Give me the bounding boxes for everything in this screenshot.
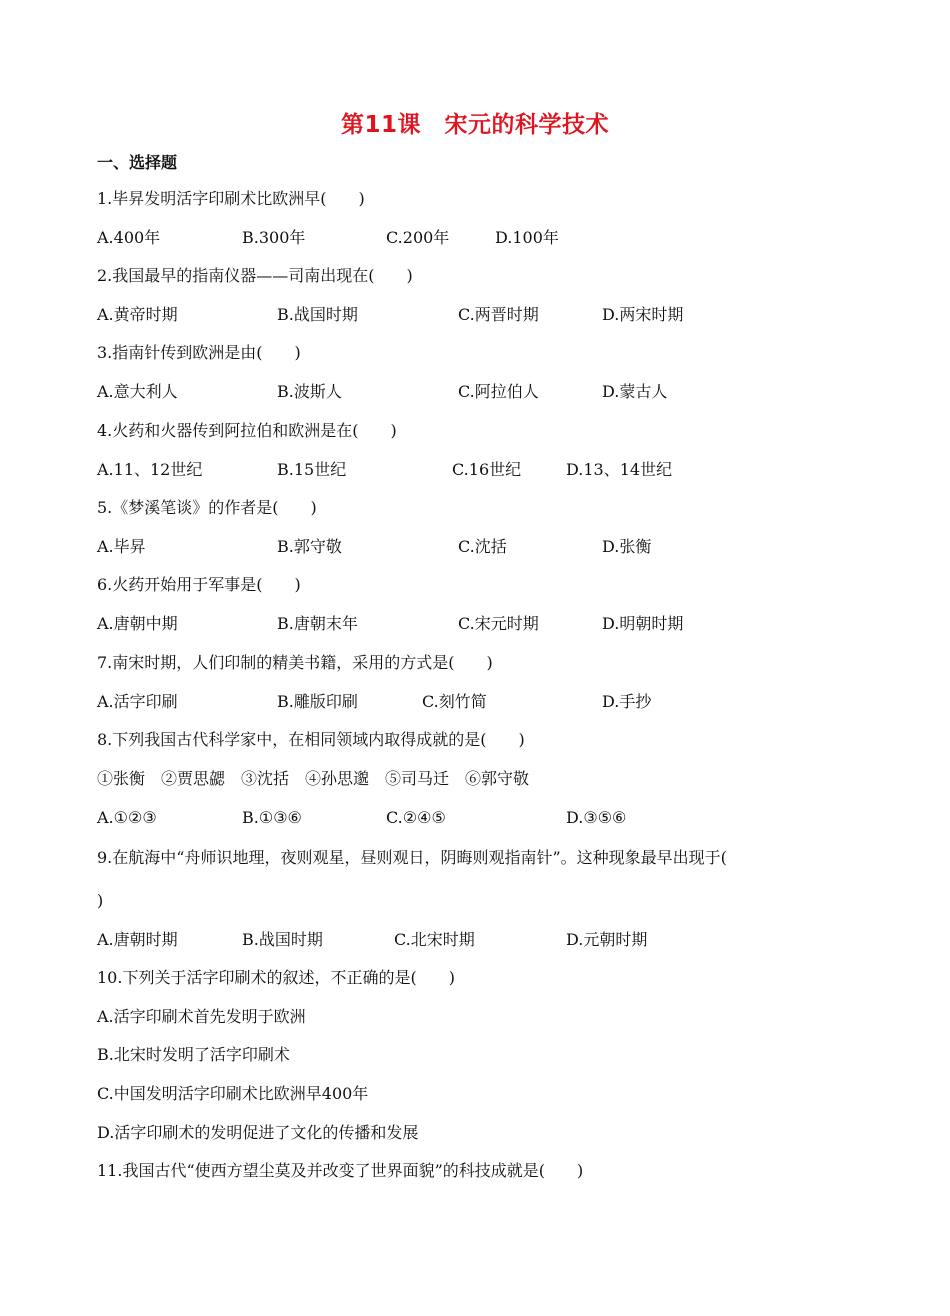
question-2-stem: 2.我国最早的指南仪器——司南出现在( ) <box>97 266 413 285</box>
question-7-option-c: C.刻竹简 <box>422 692 487 711</box>
question-1-option-c: C.200年 <box>386 228 450 247</box>
question-4-option-c: C.16世纪 <box>452 460 522 479</box>
question-3-option-c: C.阿拉伯人 <box>458 382 539 401</box>
question-4-option-a: A.11、12世纪 <box>97 460 203 479</box>
question-5-stem: 5.《梦溪笔谈》的作者是( ) <box>97 498 317 517</box>
question-7-option-a: A.活字印刷 <box>97 692 178 711</box>
question-8-option-a: A.①②③ <box>97 808 157 827</box>
question-1-option-d: D.100年 <box>495 228 559 247</box>
question-10-option-c: C.中国发明活字印刷术比欧洲早400年 <box>97 1084 369 1103</box>
question-6-option-d: D.明朝时期 <box>602 614 684 633</box>
question-6-option-c: C.宋元时期 <box>458 614 539 633</box>
question-6-stem: 6.火药开始用于军事是( ) <box>97 575 301 594</box>
question-8-option-c: C.②④⑤ <box>386 808 446 827</box>
question-5-option-a: A.毕昇 <box>97 537 146 556</box>
question-1-option-a: A.400年 <box>97 228 161 247</box>
question-7-stem: 7.南宋时期，人们印制的精美书籍，采用的方式是( ) <box>97 653 493 672</box>
question-9-option-a: A.唐朝时期 <box>97 930 178 949</box>
question-10-option-a: A.活字印刷术首先发明于欧洲 <box>97 1007 306 1026</box>
question-3-stem: 3.指南针传到欧洲是由( ) <box>97 343 301 362</box>
question-5-option-d: D.张衡 <box>602 537 652 556</box>
question-10-option-d: D.活字印刷术的发明促进了文化的传播和发展 <box>97 1123 419 1142</box>
question-9-option-b: B.战国时期 <box>242 930 323 949</box>
section-heading: 一、选择题 <box>97 153 178 172</box>
question-2-option-c: C.两晋时期 <box>458 305 539 324</box>
question-5-option-b: B.郭守敬 <box>277 537 342 556</box>
question-6-option-a: A.唐朝中期 <box>97 614 178 633</box>
question-8-option-b: B.①③⑥ <box>242 808 302 827</box>
question-8-option-d: D.③⑤⑥ <box>566 808 627 827</box>
question-8-items: ①张衡 ②贾思勰 ③沈括 ④孙思邈 ⑤司马迁 ⑥郭守敬 <box>97 769 530 788</box>
question-7-option-b: B.雕版印刷 <box>277 692 358 711</box>
question-9-option-c: C.北宋时期 <box>394 930 475 949</box>
question-3-option-d: D.蒙古人 <box>602 382 668 401</box>
question-2-option-d: D.两宋时期 <box>602 305 684 324</box>
question-3-option-b: B.波斯人 <box>277 382 342 401</box>
question-6-option-b: B.唐朝末年 <box>277 614 358 633</box>
question-2-option-a: A.黄帝时期 <box>97 305 178 324</box>
question-4-stem: 4.火药和火器传到阿拉伯和欧洲是在( ) <box>97 421 397 440</box>
question-1-option-b: B.300年 <box>242 228 306 247</box>
question-9-stem: 9.在航海中“舟师识地理，夜则观星，昼则观日，阴晦则观指南针”。这种现象最早出现于( <box>97 848 727 867</box>
page-title: 第11课 宋元的科学技术 <box>340 112 609 138</box>
question-11-stem: 11.我国古代“使西方望尘莫及并改变了世界面貌”的科技成就是( ) <box>97 1161 584 1180</box>
question-1-stem: 1.毕昇发明活字印刷术比欧洲早( ) <box>97 189 365 208</box>
question-3-option-a: A.意大利人 <box>97 382 178 401</box>
question-10-stem: 10.下列关于活字印刷术的叙述，不正确的是( ) <box>97 968 455 987</box>
question-5-option-c: C.沈括 <box>458 537 507 556</box>
question-9-stem-continued: ) <box>97 891 104 910</box>
question-4-option-b: B.15世纪 <box>277 460 347 479</box>
question-7-option-d: D.手抄 <box>602 692 652 711</box>
question-8-stem: 8.下列我国古代科学家中，在相同领域内取得成就的是( ) <box>97 730 525 749</box>
question-2-option-b: B.战国时期 <box>277 305 358 324</box>
question-4-option-d: D.13、14世纪 <box>566 460 673 479</box>
question-10-option-b: B.北宋时发明了活字印刷术 <box>97 1045 290 1064</box>
question-9-option-d: D.元朝时期 <box>566 930 648 949</box>
